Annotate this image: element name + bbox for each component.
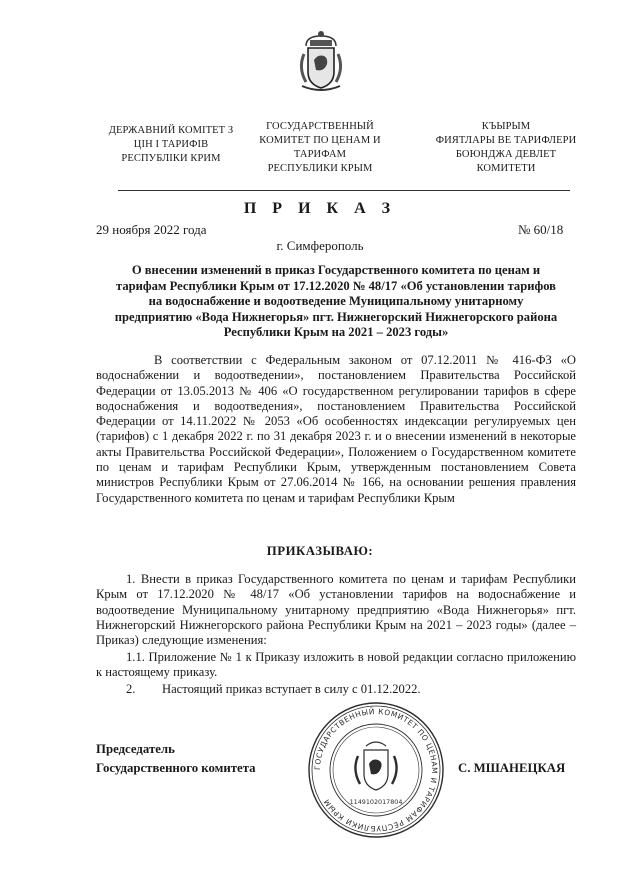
item-1-text: 1. Внести в приказ Государственного комитета по ценам и тарифам Республики Крым от 17.12.2020 № 48/17 «Об установлении тарифов на водоснабжение и водоотведение Муниципальному унитарному предприятию «Вода Нижнегорья» пгт. Нижнегорский Нижнегорского района Республики Крым на 2021 – 2023 годы» (далее – Приказ) следующие изменения:	[96, 572, 576, 648]
position-line: Государственного комитета	[96, 761, 256, 775]
header-line: ЦІН І ТАРИФІВ	[133, 139, 209, 150]
seal-outer-text: ГОСУДАРСТВЕННЫЙ КОМИТЕТ ПО ЦЕНАМ И ТАРИФАМ РЕСПУБЛИКИ КРЫМ	[312, 706, 440, 834]
document-number: № 60/18	[518, 222, 564, 237]
item-1-1	[96, 650, 576, 681]
header-line: КОМИТЕТ ПО ЦЕНАМ И	[259, 135, 381, 146]
header-ukrainian	[86, 124, 256, 166]
document-date: 29 ноября 2022 года	[96, 222, 207, 237]
signatory-position	[96, 740, 256, 778]
header-line: КОМИТЕТИ	[476, 163, 536, 174]
header-line: РЕСПУБЛИКИ КРЫМ	[267, 163, 373, 174]
position-line: Председатель	[96, 742, 175, 756]
header-russian	[256, 120, 384, 176]
decree-heading: ПРИКАЗЫВАЮ:	[266, 544, 374, 558]
header-line: ФИЯТЛАРЫ ВЕ ТАРИФЛЕРИ	[435, 135, 577, 146]
subject-line: Республики Крым на 2021 – 2023 годы»	[223, 325, 449, 339]
header-line: БОЮНДЖА ДЕВЛЕТ	[455, 149, 557, 160]
seal-code: 1149102017804	[349, 798, 403, 806]
document-subject	[96, 263, 576, 341]
document-city: г. Симферополь	[276, 238, 364, 253]
item-2-text: Настоящий приказ вступает в силу с 01.12.2022.	[162, 682, 421, 696]
header-line: ГОСУДАРСТВЕННЫЙ	[266, 121, 374, 132]
item-2	[126, 682, 576, 697]
subject-line: предприятию «Вода Нижнегорья» пгт. Нижнегорский Нижнегорского района	[114, 309, 558, 324]
header-crimean-tatar	[420, 120, 592, 176]
crimea-coat-of-arms-icon	[294, 28, 348, 94]
preamble-paragraph	[96, 353, 576, 506]
document-title: П Р И К А З	[243, 200, 397, 217]
header-line: КЪЫРЫМ	[481, 121, 531, 132]
header-line: РЕСПУБЛІКИ КРИМ	[121, 153, 221, 164]
official-seal-icon	[306, 700, 446, 840]
subject-line: на водоснабжение и водоотведение Муниципальному унитарному	[148, 294, 524, 308]
header-line: ТАРИФАМ	[293, 149, 347, 160]
subject-line: О внесении изменений в приказ Государственного комитета по ценам и	[131, 263, 541, 277]
item-2-number: 2.	[126, 682, 136, 696]
item-1	[96, 572, 576, 648]
signatory-name: С. МШАНЕЦКАЯ	[458, 761, 566, 775]
preamble-text: В соответствии с Федеральным законом от 07.12.2011 № 416-ФЗ «О водоснабжении и водоотведении», постановлением Правительства Российской Федерации от 13.05.2013 № 406 «О государственном регулировании тарифов в сфере водоснабжения и водоотведения», постановлением Правительства Российской Федерации от 14.11.2022 № 2053 «Об особенностях индексации регулируемых цен (тарифов) с 1 декабря 2022 г. по 31 декабря 2023 г. и о внесении изменений в некоторые акты Правительства Российской Федерации», Положением о Государственном комитете по ценам и тарифам Республики Крым, утвержденным постановлением Совета министров Республики Крым от 27.06.2014 № 166, на основании решения правления Государственного комитета по ценам и тарифам Республики Крым	[96, 353, 576, 505]
header-line: ДЕРЖАВНИЙ КОМІТЕТ З	[108, 125, 234, 136]
header-divider	[118, 190, 570, 191]
subject-line: тарифам Республики Крым от 17.12.2020 № 48/17 «Об установлении тарифов	[116, 278, 556, 293]
item-1-1-text: 1.1. Приложение № 1 к Приказу изложить в новой редакции согласно приложению к настоящему приказу.	[96, 650, 576, 680]
